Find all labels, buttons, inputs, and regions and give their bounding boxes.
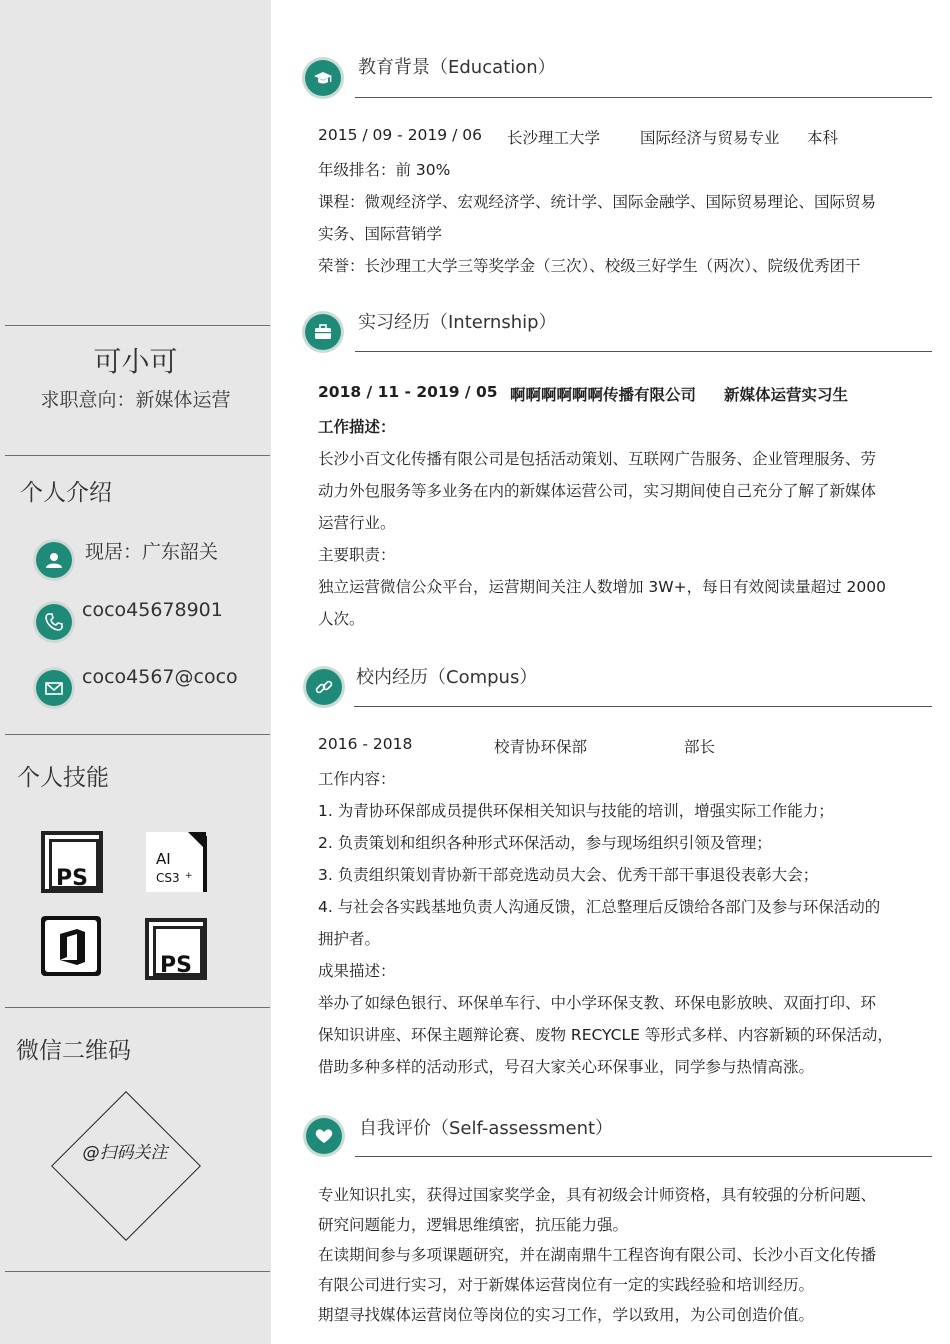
education-title: 教育背景（Education） (358, 57, 556, 78)
email-text: coco4567@coco (82, 666, 238, 688)
phone-text: coco45678901 (82, 599, 223, 621)
self-text: 期望寻找媒体运营岗位等岗位的实习工作，学以致用，为公司创造价值。 (318, 1306, 815, 1324)
campus-item: 3. 负责组织策划青协新干部竞选动员大会、优秀干部干事退役表彰大会； (318, 866, 819, 884)
phone-icon (36, 604, 72, 640)
intern-period: 2018 / 11 - 2019 / 05 (318, 383, 498, 401)
intern-duty-cont: 人次。 (318, 610, 365, 628)
self-title: 自我评价（Self-assessment） (359, 1118, 614, 1139)
intern-duty: 独立运营微信公众平台，运营期间关注人数增加 3W+，每日有效阅读量超过 2000 (318, 578, 886, 596)
photoshop-icon (41, 831, 103, 893)
intern-role: 新媒体运营实习生 (724, 386, 849, 404)
mail-icon (36, 670, 72, 706)
edu-rank: 年级排名：前 30% (318, 161, 451, 179)
person-name: 可小可 (93, 345, 178, 378)
edu-courses-cont: 实务、国际营销学 (318, 225, 443, 243)
section-divider (355, 1156, 932, 1157)
skill-label-sub: CS3 (156, 871, 180, 885)
campus-org: 校青协环保部 (494, 738, 588, 756)
edu-courses: 课程：微观经济学、宏观经济学、统计学、国际金融学、国际贸易理论、国际贸易 (318, 193, 877, 211)
edu-honors: 荣誉：长沙理工大学三等奖学金（三次）、校级三好学生（两次）、院级优秀团干 (318, 257, 861, 275)
self-text: 专业知识扎实，获得过国家奖学金，具有初级会计师资格，具有较强的分析问题、 (318, 1186, 877, 1204)
edu-major: 国际经济与贸易专业 (640, 129, 780, 147)
sidebar (0, 0, 271, 1344)
campus-content-label: 工作内容： (318, 770, 396, 788)
edu-school: 长沙理工大学 (507, 129, 601, 147)
intern-duty-label: 主要职责： (318, 546, 396, 564)
photoshop-icon (145, 918, 207, 980)
intern-company: 啊啊啊啊啊啊传播有限公司 (510, 386, 697, 404)
campus-item: 2. 负责策划和组织各种形式环保活动，参与现场组织引领及管理； (318, 834, 772, 852)
location-text: 现居：广东韶关 (85, 541, 219, 563)
section-divider (354, 706, 932, 707)
qr-title: 微信二维码 (16, 1038, 131, 1064)
intern-desc-cont: 运营行业。 (318, 514, 396, 532)
link-icon (306, 669, 342, 705)
section-divider (355, 97, 932, 98)
campus-result-label: 成果描述： (318, 962, 396, 980)
qr-text: @扫码关注 (82, 1143, 168, 1163)
skills-title: 个人技能 (17, 765, 109, 791)
illustrator-icon (146, 832, 208, 894)
intern-desc-label: 工作描述： (318, 418, 396, 436)
heart-icon (306, 1118, 342, 1154)
intro-title: 个人介绍 (20, 480, 112, 506)
self-text: 在读期间参与多项课题研究，并在湖南鼎牛工程咨询有限公司、长沙小百文化传播 (318, 1246, 877, 1264)
campus-result-cont: 借助多种多样的活动形式，号召大家关心环保事业，同学参与热情高涨。 (318, 1058, 815, 1076)
skill-label: PS (56, 866, 88, 891)
campus-item-cont: 拥护者。 (318, 930, 381, 948)
svg-text:+: + (185, 871, 193, 881)
self-text: 有限公司进行实习，对于新媒体运营岗位有一定的实践经验和培训经历。 (318, 1276, 815, 1294)
campus-role: 部长 (684, 738, 716, 756)
self-text: 研究问题能力，逻辑思维缜密，抗压能力强。 (318, 1216, 629, 1234)
divider (5, 1007, 270, 1008)
edu-degree: 本科 (807, 129, 839, 147)
edu-period: 2015 / 09 - 2019 / 06 (318, 126, 482, 144)
person-icon (36, 542, 72, 578)
intern-desc-cont: 动力外包服务等多业务在内的新媒体运营公司，实习期间使自己充分了解了新媒体 (318, 482, 877, 500)
divider (5, 325, 270, 326)
campus-result: 举办了如绿色银行、环保单车行、中小学环保支教、环保电影放映、双面打印、环 (318, 994, 877, 1012)
skill-label-main: AI (156, 850, 171, 868)
qr-placeholder (51, 1091, 201, 1241)
divider (5, 1271, 270, 1272)
internship-title: 实习经历（Internship） (358, 312, 557, 333)
campus-result-cont: 保知识讲座、环保主题辩论赛、废物 RECYCLE 等形式多样、内容新颖的环保活动， (318, 1026, 893, 1044)
job-intent: 求职意向：新媒体运营 (40, 389, 231, 411)
office-icon (41, 916, 103, 978)
section-divider (355, 351, 932, 352)
briefcase-icon (305, 314, 341, 350)
graduation-cap-icon (305, 60, 341, 96)
skill-label: PS (160, 953, 192, 978)
campus-period: 2016 - 2018 (318, 735, 413, 753)
campus-item: 1. 为青协环保部成员提供环保相关知识与技能的培训，增强实际工作能力； (318, 802, 834, 820)
campus-item: 4. 与社会各实践基地负责人沟通反馈，汇总整理后反馈给各部门及参与环保活动的 (318, 898, 881, 916)
divider (5, 734, 270, 735)
intern-desc: 长沙小百文化传播有限公司是包括活动策划、互联网广告服务、企业管理服务、劳 (318, 450, 877, 468)
divider (5, 455, 270, 456)
campus-title: 校内经历（Compus） (356, 667, 538, 688)
